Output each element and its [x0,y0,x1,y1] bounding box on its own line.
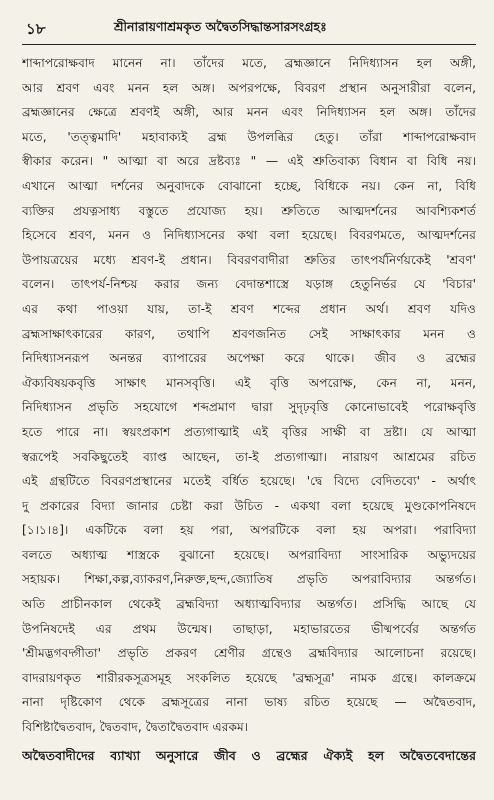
text-line: উপায়ত্রয়ের মধ্যে শ্রবণ-ই প্রধান। বিবরণবাদীরা শ্রুতির তাৎপর্যনির্ণয়কেই 'শ্রবণ' [22,252,476,267]
text-line: বাদরায়ণকৃত শারীরকসূত্রসমূহ সংকলিত হয়েছে 'ব্রহ্মসূত্র' নামক গ্রন্থে। কালক্রমে [22,670,476,685]
text-line: নিদিধ্যাসনরূপ অনন্তর ব্যাপারের অপেক্ষা করে থাকে। জীব ও ব্রহ্মের [22,351,476,366]
text-line: বলেন। তাৎপর্য-নিশ্চয় করার জন্য বেদান্তশাস্ত্রে যড়াঙ্গ হেতুনির্ভর যে 'বিচার' [22,277,476,292]
text-line: এই গ্রন্থটিতে বিবরণপ্রস্থানের মতেই বর্ধিত হয়েছে। 'দ্বে বিদ্যে বেদিতব্যে' - অর্থাৎ [22,474,476,489]
text-line: মতে, 'তত্ত্বমাদি' মহাবাক্যই ব্রহ্ম উপলব্ধির হেতু। তাঁরা শাব্দাপরোক্ষবাদ [22,129,476,144]
page-number: ১৮ [26,20,46,38]
text-line: ব্রহ্মসাক্ষাৎকারের কারণ, তথাপি শ্রবণজনিত সেই সাক্ষাৎকার মনন ও [22,326,476,341]
text-line: হিসেবে শ্রবণ, মনন ও নিদিধ্যাসনের কথা বলা হয়েছে। বিবরণমতে, আত্মদর্শনের [22,228,476,243]
text-line: উপনিষদেই এর প্রথম উন্মেষ। তাছাড়া, মহাভারতের ভীষ্মপর্বের অন্তর্গত [22,621,476,636]
text-line: এখানে আত্মা দর্শনের অনুবাদকে বোঝানো হচ্ছে, বিধিকে নয়। কেন না, বিধি [22,178,476,193]
text-line: স্বরূপেই সবকিছুতেই ব্যাপ্ত আছেন, তা-ই প্রত্যগাত্মা। নারায়ণ আশ্রমের রচিত [22,449,476,464]
text-line: 'শ্রীমদ্ভগবদ্গীতা' প্রভৃতি প্রকরণ শ্রেণীর গ্রন্থেও ব্রহ্মবিদ্যার আলোচনা রয়েছে। [22,646,476,661]
page-header [22,14,476,45]
text-line: এর কথা পাওয়া যায়, তা-ই শ্রবণ শব্দের প্রধান অর্থ। শ্রবণ যদিও [22,301,476,316]
text-line: শাব্দাপরোক্ষবাদ মানেন না। তাঁদের মতে, ব্রহ্মজ্ঞানে নিদিধ্যাসন হল অঙ্গী, [22,56,476,70]
next-paragraph-line: অদ্বৈতবাদীদের ব্যাখ্যা অনুসারে জীব ও ব্রহ্মের ঐক্যই হল অদ্বৈতবেদান্তের [22,747,476,763]
text-line: হতে পারে না। স্বয়ংপ্রকাশ প্রত্যগাত্মাই এই বৃত্তির সাক্ষী বা দ্রষ্টা। যে আত্মা [22,424,476,439]
text-line: ব্যক্তির প্রযত্নসাধ্য বস্তুতে প্রযোজ্য হয়। শ্রুতিতে আত্মদর্শনের আবশ্যিকশর্ত [22,203,476,218]
text-line: [১।১।৪]। একটিকে বলা হয় পরা, অপরটিকে বলা হয় অপরা। পরাবিদ্যা [22,523,476,538]
text-line: সহায়ক। শিক্ষা,কল্প,ব্যাকরণ,নিরুক্ত,ছন্দ,জ্যোতিষ প্রভৃতি অপরাবিদ্যার অন্তর্গত। [22,572,476,587]
running-head: শ্রীনারায়ণাশ্রমকৃত অদ্বৈতসিদ্ধান্তসারসংগ্রহঃ [114,19,327,34]
text-line: ঐক্যবিষয়কবৃত্তি সাক্ষাৎ মানসবৃত্তি। এই বৃত্তি অপরোক্ষ, কেন না, মনন, [22,375,476,390]
body-paragraph [22,51,476,740]
text-line: নানা দৃষ্টিকোণ থেকে ব্রহ্মসূত্রের নানা ভাষ্য রচিত হয়েছে — অদ্বৈতবাদ, [22,695,476,710]
text-line: ব্রহ্মজ্ঞানের ক্ষেত্রে শ্রবণই অঙ্গী, আর মনন এবং নিদিধ্যাসন হল অঙ্গ। তাঁদের [22,105,476,120]
text-line: স্বীকার করেন। " আত্মা বা অরে দ্রষ্টব্যঃ " — এই শ্রুতিবাক্য বিধান বা বিধি নয়। [22,154,476,169]
text-line: আর শ্রবণ এবং মনন হল অঙ্গ। অপরপক্ষে, বিবরণ প্রস্থান অনুসারীরা বলেন, [22,80,476,95]
text-line: বলতে অধ্যাত্ম শাস্ত্রকে বুঝানো হয়েছে। অপরাবিদ্যা সাংসারিক অভ্যুদয়ের [22,547,476,562]
text-line: বিশিষ্টাদ্বৈতবাদ, দ্বৈতবাদ, দ্বৈতাদ্বৈতবাদ এরকম। [22,720,249,735]
text-line: দু প্রকারের বিদ্যা জানার চেষ্টা করা উচিত - একথা বলা হয়েছে মুণ্ডকোপনিষদে [22,498,476,513]
text-line: অতি প্রাচীনকাল থেকেই ব্রহ্মবিদ্যা অধ্যাত্মবিদ্যার অন্তর্গত। প্রসিদ্ধি আছে যে [22,597,476,612]
text-line: নিদিধ্যাসন প্রভৃতি সহযোগে শব্দপ্রমাণ দ্বারা সুদৃঢ়বৃত্তি কোনোভাবেই পরোক্ষবৃত্তি [22,400,476,415]
